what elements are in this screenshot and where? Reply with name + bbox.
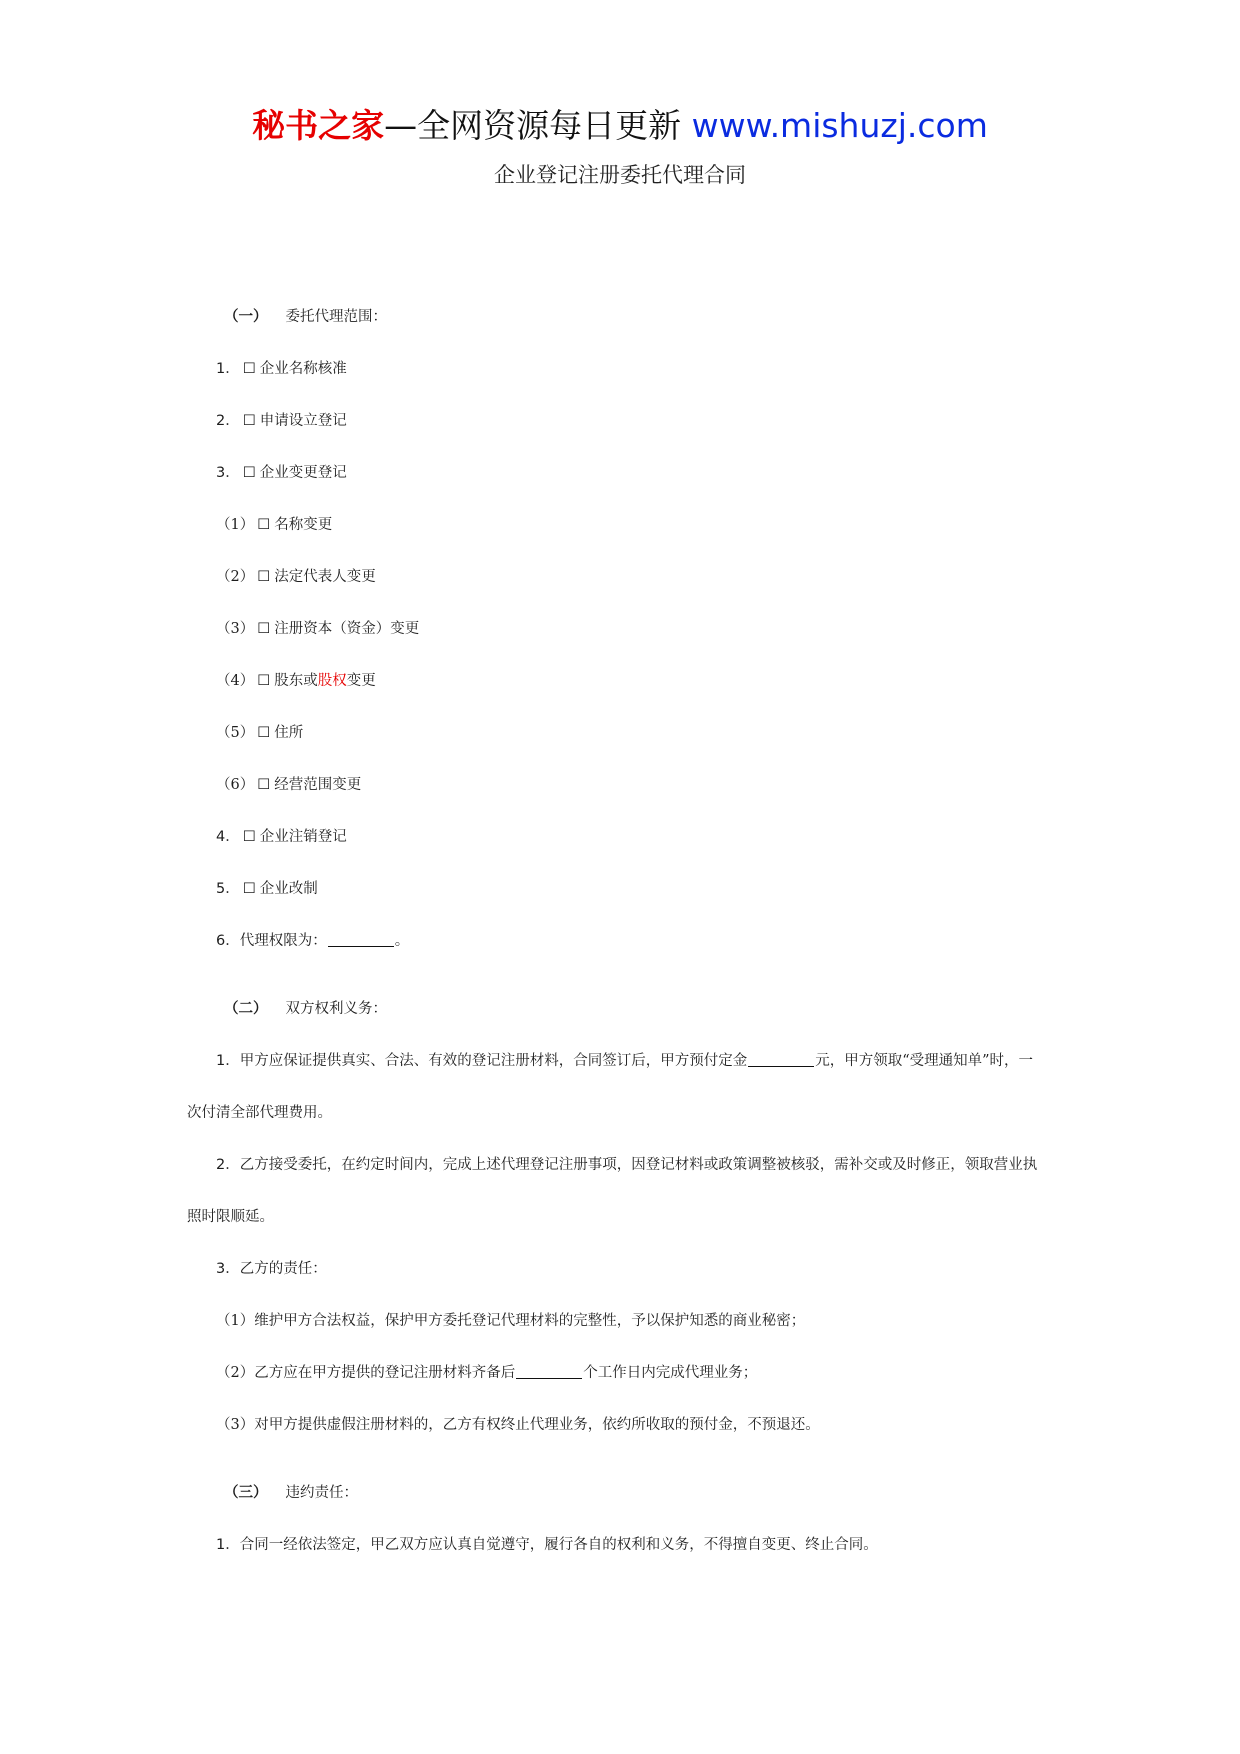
paragraph-text: 元，甲方领取“受理通知单”时，一	[815, 1053, 1034, 1069]
checkbox-icon[interactable]: ☐	[257, 673, 271, 689]
list-item	[216, 410, 347, 432]
paragraph-line	[216, 1258, 327, 1280]
item-number: （5）	[216, 725, 255, 741]
checkbox-icon[interactable]: ☐	[242, 361, 256, 377]
item-text: 个工作日内完成代理业务；	[583, 1365, 758, 1381]
section-label: 违约责任：	[285, 1485, 358, 1501]
list-item	[216, 878, 318, 900]
section-marker: （二）	[224, 1000, 268, 1017]
item-text: 股东或	[274, 673, 318, 689]
section-label: 委托代理范围：	[285, 309, 387, 325]
item-number: （3）	[216, 621, 255, 637]
highlighted-keyword-link[interactable]: 股权	[317, 673, 347, 689]
item-text: 住所	[274, 725, 304, 741]
item-number: 2．	[216, 413, 240, 429]
item-number: 1．	[216, 1053, 240, 1069]
item-number: （4）	[216, 673, 255, 689]
section-heading-1	[224, 306, 387, 328]
checkbox-icon[interactable]: ☐	[257, 517, 271, 533]
sub-list-item	[216, 670, 376, 692]
blank-field[interactable]	[516, 1363, 582, 1379]
section-marker: （三）	[224, 1484, 268, 1501]
list-item	[216, 930, 409, 952]
banner-slogan: —全网资源每日更新	[384, 106, 682, 145]
item-number: （1）	[216, 517, 255, 533]
sub-list-item	[216, 774, 361, 796]
paragraph-line	[216, 1534, 878, 1556]
sub-list-item	[216, 566, 376, 588]
item-text: 企业注销登记	[259, 829, 347, 845]
paragraph-line: 照时限顺延。	[187, 1209, 274, 1225]
paragraph-line: 次付清全部代理费用。	[187, 1105, 332, 1121]
item-number: 1．	[216, 361, 240, 377]
item-text: 企业改制	[259, 881, 318, 897]
sub-list-item	[216, 1414, 820, 1436]
paragraph-text: 乙方接受委托，在约定时间内，完成上述代理登记注册事项，因登记材料或政策调整被核驳，需补交或及时修正，领取营业执	[239, 1157, 1038, 1173]
item-text: 对甲方提供虚假注册材料的，乙方有权终止代理业务，依约所收取的预付金，不预退还。	[254, 1417, 820, 1433]
brand-name: 秘书之家	[252, 106, 385, 145]
list-item	[216, 358, 347, 380]
item-number: 5．	[216, 881, 240, 897]
section-marker: （一）	[224, 308, 268, 325]
section-heading-2	[224, 998, 387, 1020]
checkbox-icon[interactable]: ☐	[257, 725, 271, 741]
item-text: 经营范围变更	[274, 777, 362, 793]
sub-list-item	[216, 1362, 757, 1384]
section-label: 双方权利义务：	[285, 1001, 387, 1017]
document-title: 企业登记注册委托代理合同	[494, 163, 746, 187]
checkbox-icon[interactable]: ☐	[242, 881, 256, 897]
paragraph-text: 合同一经依法签定，甲乙双方应认真自觉遵守，履行各自的权利和义务，不得擅自变更、终止合同。	[239, 1537, 878, 1553]
item-text: 注册资本（资金）变更	[274, 621, 420, 637]
item-text: 乙方应在甲方提供的登记注册材料齐备后	[254, 1365, 516, 1381]
item-number: 6．	[216, 933, 240, 949]
site-url[interactable]: www.mishuzj.com	[691, 106, 988, 145]
sub-list-item	[216, 722, 303, 744]
list-item	[216, 826, 347, 848]
item-text: 名称变更	[274, 517, 333, 533]
section-heading-3	[224, 1482, 358, 1504]
checkbox-icon[interactable]: ☐	[242, 829, 256, 845]
paragraph-line	[216, 1154, 1037, 1176]
item-text: 变更	[346, 673, 376, 689]
paragraph-text: 甲方应保证提供真实、合法、有效的登记注册材料，合同签订后，甲方预付定金	[239, 1053, 748, 1069]
item-number: （3）	[216, 1417, 255, 1433]
list-item	[216, 462, 347, 484]
checkbox-icon[interactable]: ☐	[257, 569, 271, 585]
blank-field[interactable]	[328, 931, 394, 947]
checkbox-icon[interactable]: ☐	[242, 465, 256, 481]
item-number: 3．	[216, 465, 240, 481]
item-text: 企业名称核准	[259, 361, 347, 377]
item-number: （6）	[216, 777, 255, 793]
checkbox-icon[interactable]: ☐	[257, 777, 271, 793]
item-text: 。	[394, 933, 410, 949]
paragraph-text: 乙方的责任：	[239, 1261, 327, 1277]
sub-list-item	[216, 514, 332, 536]
item-text: 法定代表人变更	[274, 569, 376, 585]
item-text: 企业变更登记	[259, 465, 347, 481]
item-number: （2）	[216, 569, 255, 585]
sub-list-item	[216, 618, 419, 640]
item-text: 维护甲方合法权益，保护甲方委托登记代理材料的完整性，予以保护知悉的商业秘密；	[254, 1313, 806, 1329]
sub-list-item	[216, 1310, 805, 1332]
item-number: 4．	[216, 829, 240, 845]
paragraph-line	[216, 1050, 1033, 1072]
item-number: 2．	[216, 1157, 240, 1173]
item-number: （2）	[216, 1365, 255, 1381]
item-number: （1）	[216, 1313, 255, 1329]
item-text: 代理权限为：	[239, 933, 327, 949]
item-text: 申请设立登记	[259, 413, 347, 429]
checkbox-icon[interactable]: ☐	[242, 413, 256, 429]
item-number: 3．	[216, 1261, 240, 1277]
checkbox-icon[interactable]: ☐	[257, 621, 271, 637]
item-number: 1．	[216, 1537, 240, 1553]
site-banner	[0, 98, 1240, 154]
blank-field[interactable]	[748, 1051, 814, 1067]
